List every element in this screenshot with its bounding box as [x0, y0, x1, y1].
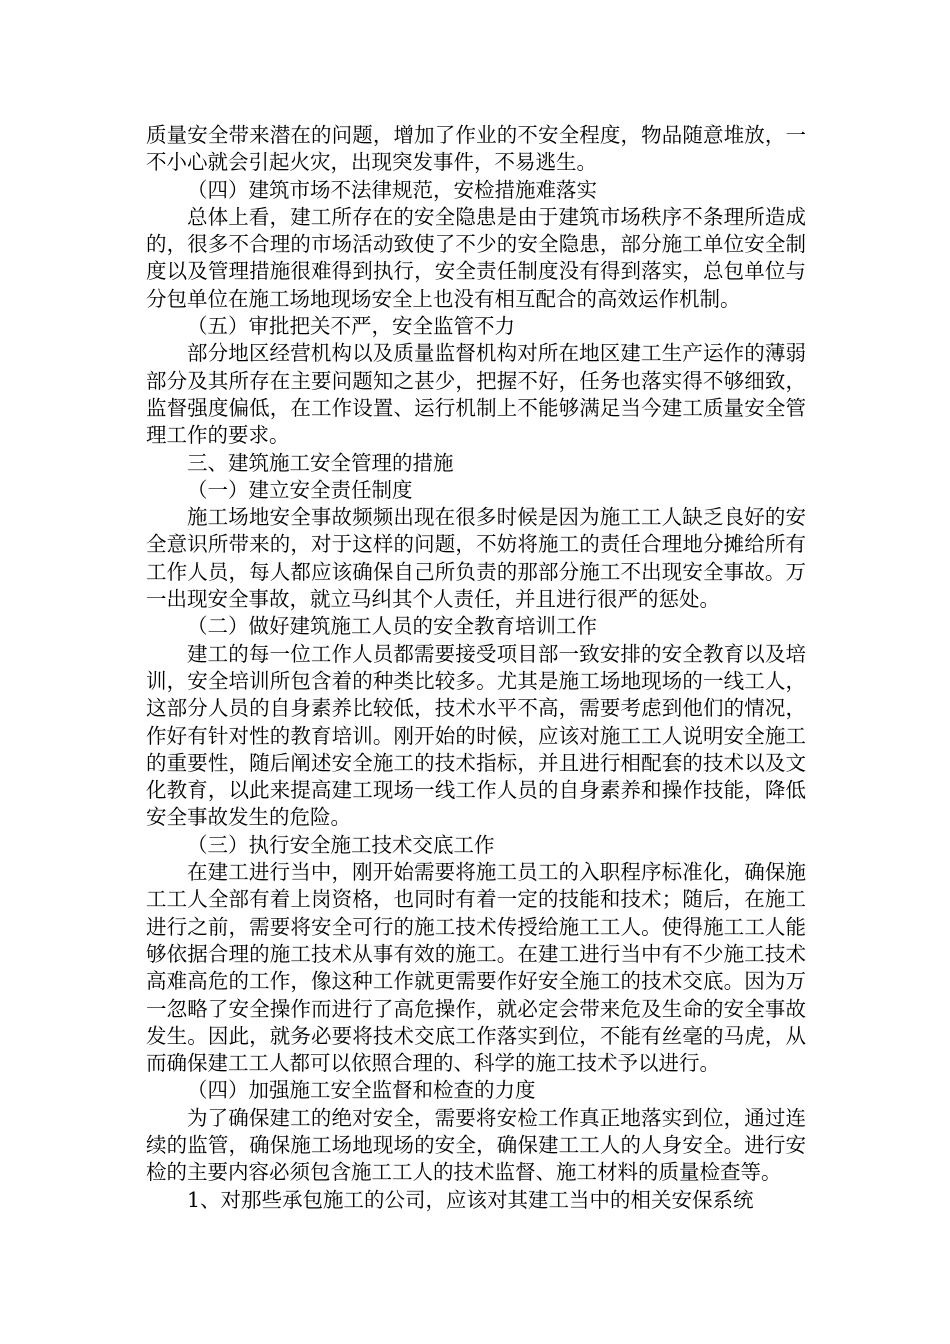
- paragraph: 建工的每一位工作人员都需要接受项目部一致安排的安全教育以及培训，安全培训所包含着的种类比较多。尤其是施工场地现场的一线工人，这部分人员的自身素养比较低，技术水平不高，需要考虑到他们的情况，作好有针对性的教育培训。刚开始的时候，应该对施工工人说明安全施工的重要性，随后阐述安全施工的技术指标，并且进行相配套的技术以及文化教育，以此来提高建工现场一线工作人员的自身素养和操作技能，降低安全事故发生的危险。: [146, 641, 806, 830]
- section-heading: 三、建筑施工安全管理的措施: [187, 450, 454, 475]
- section-subheading: （三）执行安全施工技术交底工作: [187, 832, 495, 857]
- paragraph: 部分地区经营机构以及质量监督机构对所在地区建工生产运作的薄弱部分及其所存在主要问题知之甚少，把握不好，任务也落实得不够细致，监督强度偏低，在工作设置、运行机制上不能够满足当今建工质量安全管理工作的要求。: [146, 341, 806, 448]
- document-page: [146, 122, 806, 1214]
- paragraph: 总体上看，建工所存在的安全隐患是由于建筑市场秩序不条理所造成的，很多不合理的市场活动致使了不少的安全隐患，部分施工单位安全制度以及管理措施很难得到执行，安全责任制度没有得到落实，总包单位与分包单位在施工场地现场安全上也没有相互配合的高效运作机制。: [146, 204, 806, 311]
- paragraph: 1、对那些承包施工的公司，应该对其建工当中的相关安保系统: [187, 1187, 754, 1212]
- section-subheading: （二）做好建筑施工人员的安全教育培训工作: [187, 614, 597, 639]
- paragraph: 在建工进行当中，刚开始需要将施工员工的入职程序标准化，确保施工工人全部有着上岗资格，也同时有着一定的技能和技术；随后，在施工进行之前，需要将安全可行的施工技术传授给施工工人。使得施工工人能够依据合理的施工技术从事有效的施工。在建工进行当中有不少施工技术高难高危的工作，像这种工作就更需要作好安全施工的技术交底。因为万一忽略了安全操作而进行了高危操作，就必定会带来危及生命的安全事故发生。因此，就务必要将技术交底工作落实到位，不能有丝毫的马虎，从而确保建工工人都可以依照合理的、科学的施工技术予以进行。: [146, 860, 806, 1076]
- paragraph: 质量安全带来潜在的问题，增加了作业的不安全程度，物品随意堆放，一不小心就会引起火灾，出现突发事件，不易逃生。: [146, 123, 806, 175]
- paragraph: 为了确保建工的绝对安全，需要将安检工作真正地落实到位，通过连续的监管，确保施工场地现场的安全，确保建工工人的人身安全。进行安检的主要内容必须包含施工工人的技术监督、施工材料的质量检查等。: [146, 1105, 806, 1185]
- section-subheading: （五）审批把关不严，安全监管不力: [187, 314, 515, 339]
- section-subheading: （四）建筑市场不法律规范，安检措施难落实: [187, 177, 597, 202]
- paragraph: 施工场地安全事故频频出现在很多时候是因为施工工人缺乏良好的安全意识所带来的，对于这样的问题，不妨将施工的责任合理地分摊给所有工作人员，每人都应该确保自己所负责的那部分施工不出现安全事故。万一出现安全事故，就立马纠其个人责任，并且进行很严的惩处。: [146, 505, 806, 612]
- section-subheading: （四）加强施工安全监督和检查的力度: [187, 1078, 536, 1103]
- section-subheading: （一）建立安全责任制度: [187, 477, 413, 502]
